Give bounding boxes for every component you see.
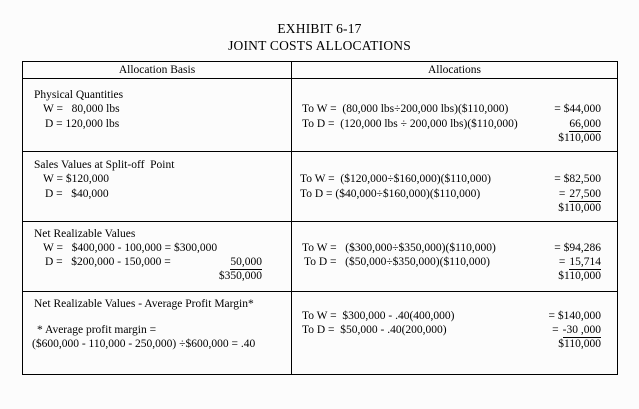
row-divider — [23, 291, 617, 292]
allocation-total: $110,000 — [558, 202, 601, 214]
header-allocations: Allocations — [427, 64, 482, 76]
allocation-amount: = $44,000 — [554, 103, 601, 115]
row-heading: Physical Quantities — [34, 89, 124, 101]
allocation-formula: To D = $50,000 - .40(200,000) — [302, 324, 447, 336]
allocation-amount: -30 ,000 — [562, 324, 601, 336]
allocation-total: $110,000 — [558, 270, 601, 282]
basis-line: W = 80,000 lbs — [43, 103, 120, 115]
allocation-formula: To D = ($40,000÷$160,000)($110,000) — [300, 188, 481, 200]
row-divider — [23, 221, 617, 222]
allocation-total: $110,000 — [558, 338, 601, 350]
allocation-formula: To D = (120,000 lbs ÷ 200,000 lbs)($110,000) — [302, 118, 518, 130]
basis-line: D = 120,000 lbs — [45, 118, 120, 130]
basis-line: W = $120,000 — [43, 173, 110, 185]
allocation-amount: 27,500 — [569, 188, 601, 200]
basis-subtotal: 50,000 — [230, 256, 262, 268]
row-divider — [23, 151, 617, 152]
basis-line: D = $200,000 - 150,000 = — [45, 256, 171, 268]
basis-line: D = $40,000 — [45, 188, 109, 200]
allocation-total: $110,000 — [558, 132, 601, 144]
allocation-amount: 15,714 — [569, 256, 601, 268]
header-divider — [23, 78, 617, 79]
allocation-formula: To D = ($50,000÷$350,000)($110,000) — [304, 256, 490, 268]
basis-total: $350,000 — [218, 270, 262, 282]
row-heading: Sales Values at Split-off Point — [34, 159, 175, 171]
allocation-formula: To W = ($120,000÷$160,000)($110,000) — [300, 173, 491, 185]
exhibit-title: EXHIBIT 6-17 — [277, 21, 362, 36]
allocations-table: Allocation Basis Allocations Physical Quantities W = 80,000 lbs D = 120,000 lbs To W = (80,000 lbs÷200,000 lbs)($110,000) = $44,000 To D = (120,000 lbs ÷ 200,000 lbs)($110,000) 66,000 $110,000 Sales Values at Split-off Point W = $120,000 D = $40,000 To W = ($120,000÷$160,000)($110,000) = $82,500 To D = ($40,000÷$160,000)($110,000) = 27,500 $110,000 Net Realizable Values W = $400,000 - 100,000 = $300,000 D = $200,000 - 150,000 = 50,000 $350,000 To W = ($300,000÷$350,000)($110,000) = $94,286 To D = ($50,000÷$350,000)($110,000) = 15,714 $110,000 Net Realizable Values - Average Profit Margin* * Average profit margin = ($600,000 - 110,000 - 250,000) ÷$600,000 = .40 To W = $300,000 - .40(400,000) = $140,000 To D = $50,000 - .40(200,000) = -30 ,000 $110,000 — [22, 61, 618, 375]
basis-line: ($600,000 - 110,000 - 250,000) ÷$600,000 = .40 — [32, 338, 256, 350]
allocation-formula: To W = ($300,000÷$350,000)($110,000) — [302, 242, 496, 254]
row-heading: Net Realizable Values - Average Profit Margin* — [34, 298, 254, 310]
allocation-amount: 66,000 — [569, 118, 601, 130]
row-heading: Net Realizable Values — [34, 228, 136, 240]
basis-line: * Average profit margin = — [37, 324, 157, 336]
allocation-amount: = $82,500 — [554, 173, 601, 185]
allocation-amount: = $140,000 — [548, 310, 601, 322]
header-allocation-basis: Allocation Basis — [118, 64, 196, 76]
allocation-formula: To W = (80,000 lbs÷200,000 lbs)($110,000) — [302, 103, 509, 115]
basis-line: W = $400,000 - 100,000 = $300,000 — [43, 242, 218, 254]
column-divider — [291, 62, 292, 374]
allocation-formula: To W = $300,000 - .40(400,000) — [302, 310, 455, 322]
exhibit-subtitle: JOINT COSTS ALLOCATIONS — [228, 38, 411, 53]
allocation-amount: = $94,286 — [554, 242, 601, 254]
